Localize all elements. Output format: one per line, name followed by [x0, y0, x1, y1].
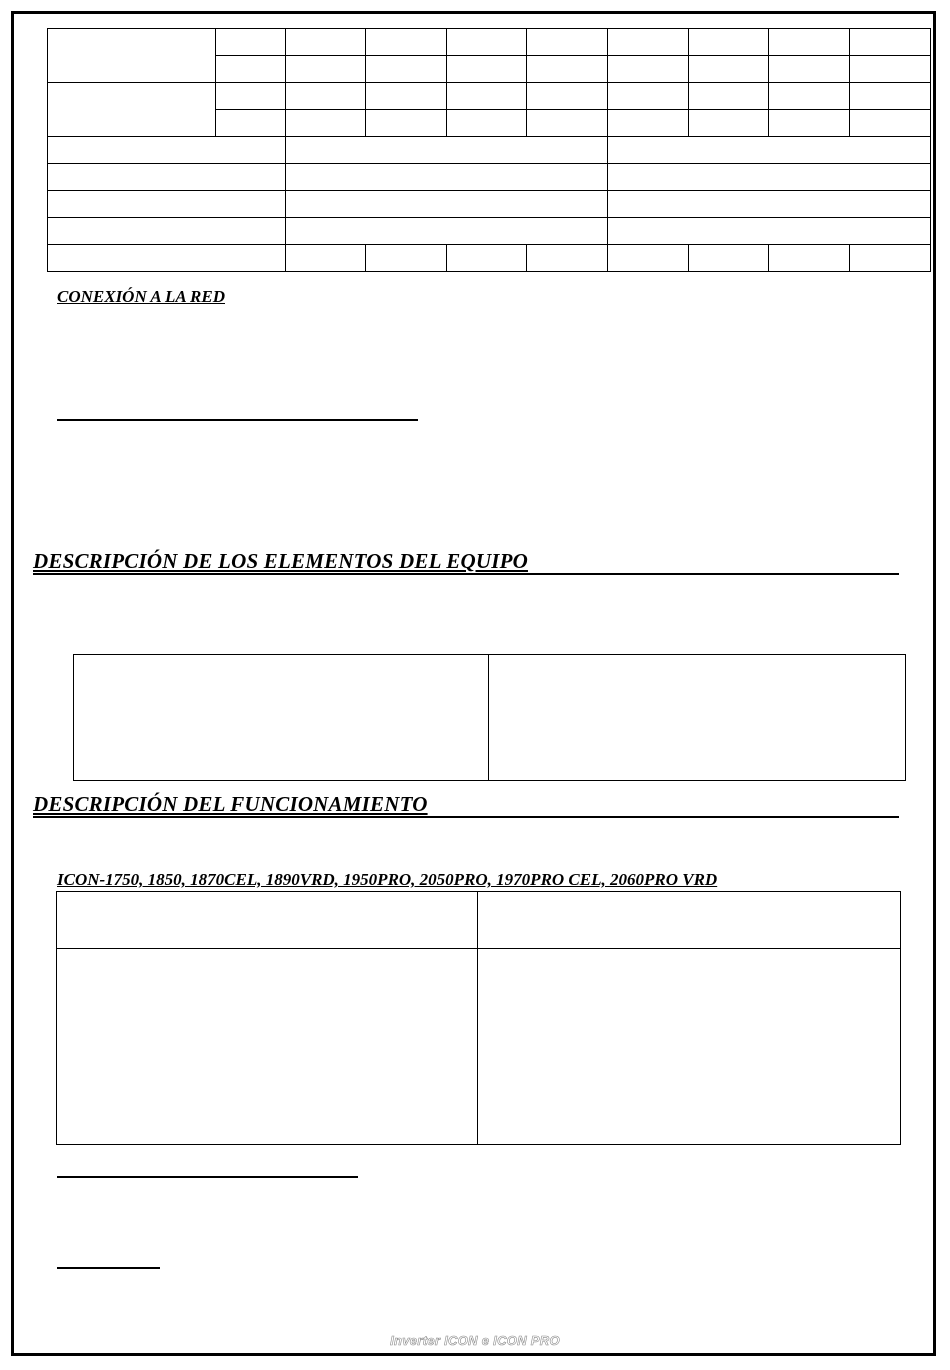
table-cell — [608, 83, 689, 110]
table-cell — [48, 29, 216, 83]
elements-description-heading: DESCRIPCIÓN DE LOS ELEMENTOS DEL EQUIPO — [33, 549, 528, 573]
table-cell — [608, 29, 689, 56]
table-cell — [286, 191, 608, 218]
table-cell — [769, 245, 850, 272]
table-cell — [366, 83, 447, 110]
table-cell — [608, 137, 931, 164]
table-cell — [489, 655, 906, 781]
table-cell — [527, 245, 608, 272]
table-cell — [286, 164, 608, 191]
table-cell — [447, 83, 527, 110]
footer-text: Inverter ICON e ICON PRO — [390, 1333, 560, 1348]
table-cell — [216, 110, 286, 137]
blank-heading-underline — [57, 1267, 160, 1269]
table-cell — [850, 110, 931, 137]
table-cell — [608, 191, 931, 218]
table-cell — [850, 56, 931, 83]
table-row — [48, 164, 931, 191]
table-cell — [48, 137, 286, 164]
table-cell — [689, 245, 769, 272]
table-cell — [608, 245, 689, 272]
blank-heading-underline — [57, 1176, 358, 1178]
table-cell — [447, 29, 527, 56]
table-cell — [216, 56, 286, 83]
table-cell — [527, 29, 608, 56]
table-row — [48, 137, 931, 164]
table-cell — [48, 164, 286, 191]
table-row — [48, 29, 931, 56]
table-cell — [478, 892, 901, 949]
table-cell — [366, 56, 447, 83]
elements-heading-underline — [33, 573, 899, 575]
table-cell — [286, 218, 608, 245]
table-row — [74, 655, 906, 781]
table-cell — [769, 56, 850, 83]
table-cell — [447, 110, 527, 137]
table-cell — [286, 83, 366, 110]
table-cell — [478, 949, 901, 1145]
table-cell — [689, 83, 769, 110]
table-row — [48, 191, 931, 218]
table-cell — [527, 110, 608, 137]
table-cell — [608, 110, 689, 137]
table-cell — [216, 29, 286, 56]
table-cell — [48, 218, 286, 245]
table-cell — [769, 83, 850, 110]
table-cell — [48, 245, 286, 272]
table-cell — [48, 83, 216, 137]
table-cell — [74, 655, 489, 781]
table-row — [48, 83, 931, 110]
elements-box — [73, 654, 906, 781]
operation-description-heading: DESCRIPCIÓN DEL FUNCIONAMIENTO — [33, 792, 428, 816]
operation-heading-underline — [33, 816, 899, 818]
table-cell — [286, 29, 366, 56]
table-cell — [366, 29, 447, 56]
table-cell — [57, 892, 478, 949]
table-cell — [608, 56, 689, 83]
table-row — [57, 892, 901, 949]
table-cell — [689, 110, 769, 137]
table-cell — [850, 245, 931, 272]
table-cell — [366, 245, 447, 272]
table-cell — [286, 137, 608, 164]
table-cell — [527, 83, 608, 110]
table-cell — [608, 164, 931, 191]
grid-connection-heading: CONEXIÓN A LA RED — [57, 287, 225, 306]
table-cell — [447, 245, 527, 272]
table-cell — [850, 83, 931, 110]
table-row — [48, 245, 931, 272]
table-cell — [769, 110, 850, 137]
table-cell — [57, 949, 478, 1145]
table-cell — [48, 191, 286, 218]
table-cell — [769, 29, 850, 56]
table-cell — [286, 110, 366, 137]
table-cell — [527, 56, 608, 83]
table-row — [48, 218, 931, 245]
table-cell — [608, 218, 931, 245]
table-cell — [689, 56, 769, 83]
table-cell — [447, 56, 527, 83]
blank-heading-underline — [57, 419, 418, 421]
specification-table — [47, 28, 931, 272]
models-heading: ICON-1750, 1850, 1870CEL, 1890VRD, 1950PRO, 2050PRO, 1970PRO CEL, 2060PRO VRD — [57, 870, 718, 889]
models-table — [56, 891, 901, 1145]
table-cell — [366, 110, 447, 137]
table-cell — [850, 29, 931, 56]
table-cell — [286, 245, 366, 272]
table-row — [57, 949, 901, 1145]
table-cell — [286, 56, 366, 83]
table-cell — [216, 83, 286, 110]
table-cell — [689, 29, 769, 56]
